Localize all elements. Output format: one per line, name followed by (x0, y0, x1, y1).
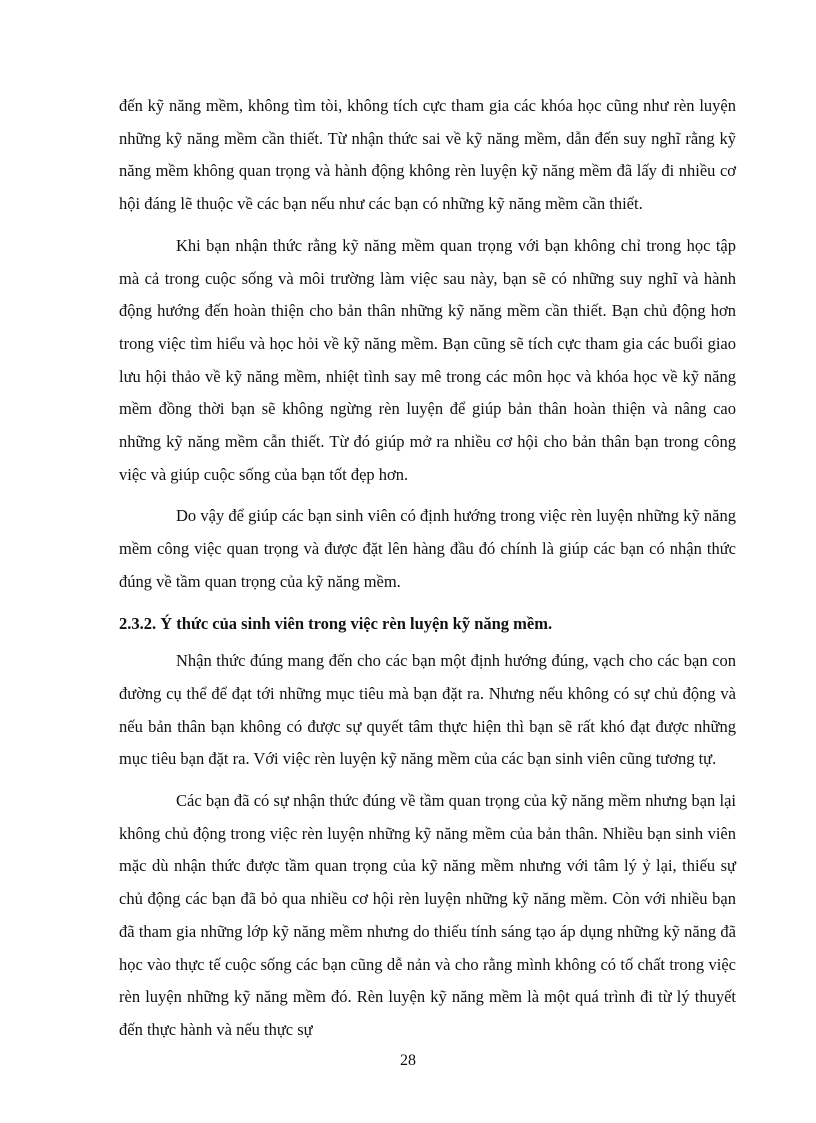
paragraph: Các bạn đã có sự nhận thức đúng về tầm quan trọng của kỹ năng mềm nhưng bạn lại không chủ động trong việc rèn luyện những kỹ năng mềm của bản thân. Nhiều bạn sinh viên mặc dù nhận thức được tầm quan trọng của kỹ năng mềm nhưng với tâm lý ỷ lại, thiếu sự chủ động các bạn đã bỏ qua nhiều cơ hội rèn luyện những kỹ năng mềm. Còn với nhiều bạn đã tham gia những lớp kỹ năng mềm nhưng do thiếu tính sáng tạo áp dụng những kỹ năng đã học vào thực tế cuộc sống các bạn cũng dễ nản và cho rằng mình không có tố chất trong việc rèn luyện những kỹ năng mềm đó. Rèn luyện kỹ năng mềm là một quá trình đi từ lý thuyết đến thực hành và nếu thực sự (119, 791, 736, 1039)
paragraph: Do vậy để giúp các bạn sinh viên có định hướng trong việc rèn luyện những kỹ năng mềm công việc quan trọng và được đặt lên hàng đầu đó chính là giúp các bạn có nhận thức đúng về tầm quan trọng của kỹ năng mềm. (119, 506, 736, 591)
page-content (119, 90, 736, 1056)
section-heading: 2.3.2. Ý thức của sinh viên trong việc rèn luyện kỹ năng mềm. (119, 613, 553, 633)
paragraph-continued: đến kỹ năng mềm, không tìm tòi, không tích cực tham gia các khóa học cũng như rèn luyện những kỹ năng mềm cần thiết. Từ nhận thức sai về kỹ năng mềm, dẫn đến suy nghĩ rằng kỹ năng mềm không quan trọng và hành động không rèn luyện kỹ năng mềm đã lấy đi nhiều cơ hội đáng lẽ thuộc về các bạn nếu như các bạn có những kỹ năng mềm cần thiết. (119, 96, 736, 214)
page-number: 28 (400, 1052, 416, 1069)
paragraph: Nhận thức đúng mang đến cho các bạn một định hướng đúng, vạch cho các bạn con đường cụ thể để đạt tới những mục tiêu mà bạn đặt ra. Nhưng nếu không có sự chủ động và nếu bản thân bạn không có được sự quyết tâm thực hiện thì bạn sẽ rất khó đạt được những mục tiêu bạn đặt ra. Với việc rèn luyện kỹ năng mềm của các bạn sinh viên cũng tương tự. (119, 651, 736, 769)
paragraph: Khi bạn nhận thức rằng kỹ năng mềm quan trọng với bạn không chỉ trong học tập mà cả trong cuộc sống và môi trường làm việc sau này, bạn sẽ có những suy nghĩ và hành động hướng đến hoàn thiện cho bản thân những kỹ năng mềm cần thiết. Bạn chủ động hơn trong việc tìm hiểu và học hỏi về kỹ năng mềm. Bạn cũng sẽ tích cực tham gia các buổi giao lưu hội thảo về kỹ năng mềm, nhiệt tình say mê trong các môn học và khóa học về kỹ năng mềm đồng thời bạn sẽ không ngừng rèn luyện để giúp bản thân hoàn thiện và nâng cao những kỹ năng mềm cẫn thiết. Từ đó giúp mở ra nhiều cơ hội cho bản thân bạn trong công việc và giúp cuộc sống của bạn tốt đẹp hơn. (119, 235, 736, 484)
